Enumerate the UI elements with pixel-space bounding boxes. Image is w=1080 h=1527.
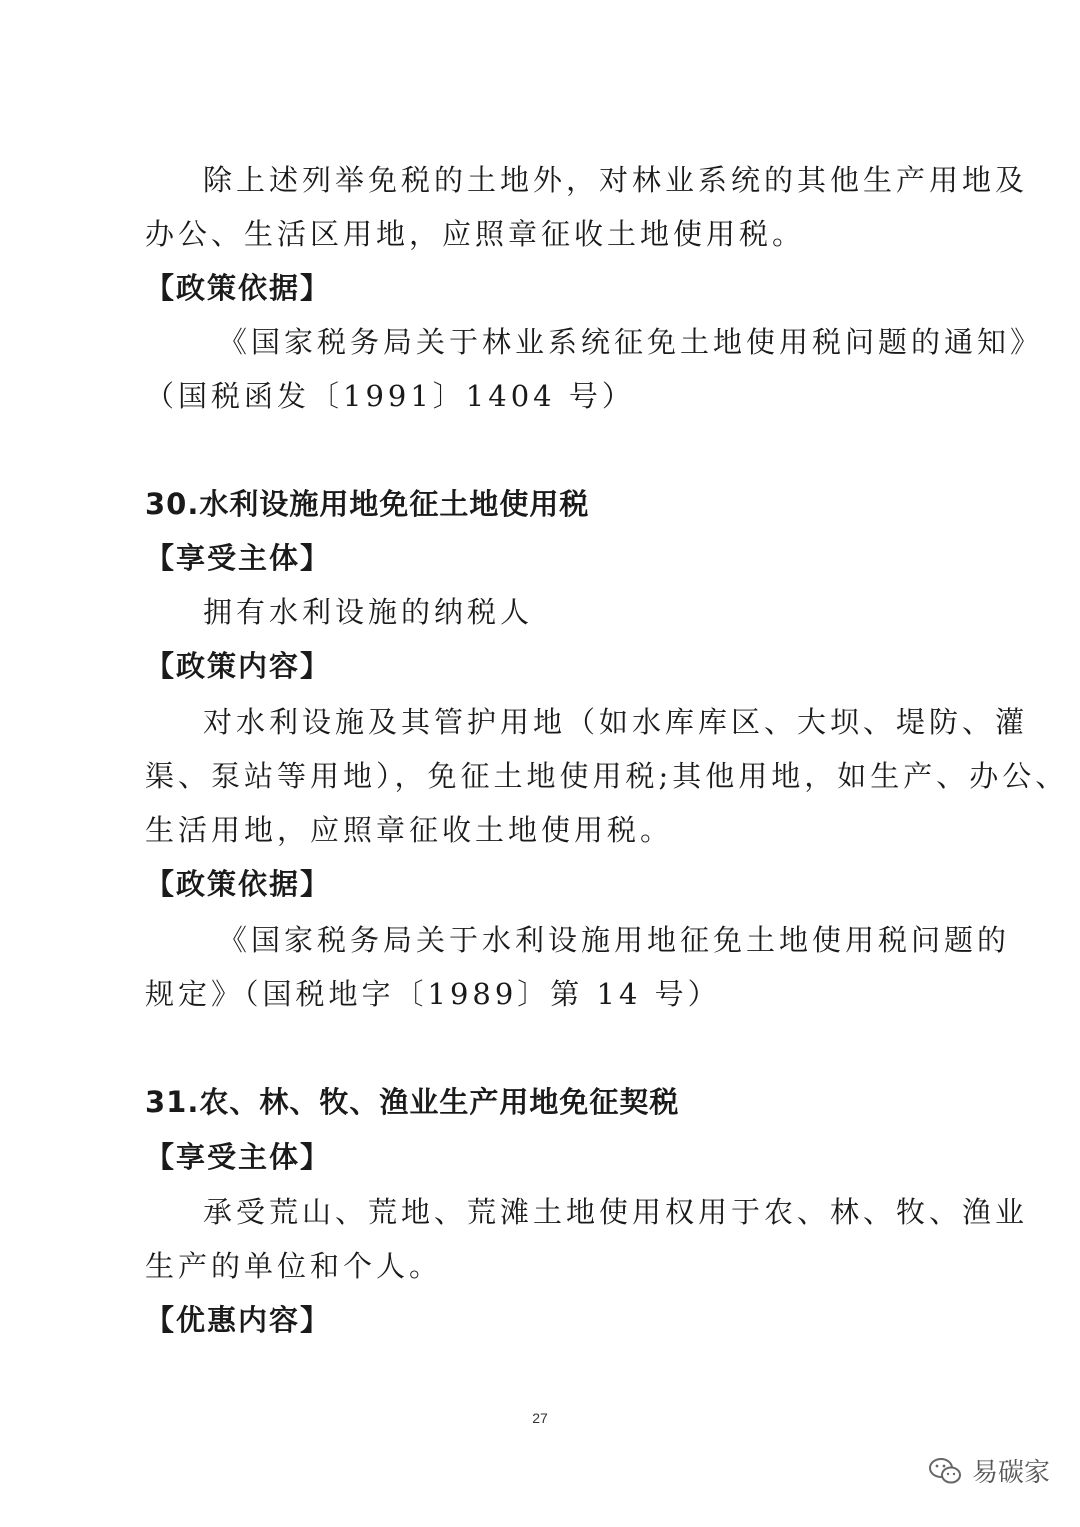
section-label: 【政策内容】 <box>145 649 332 683</box>
watermark-text: 易碳家 <box>971 1458 1050 1488</box>
paragraph-line: （国税函发〔1991〕1404 号） <box>145 379 635 413</box>
section-label: 【享受主体】 <box>145 1140 332 1174</box>
paragraph-line: 渠、泵站等用地），免征土地使用税;其他用地，如生产、办公、 <box>145 759 1069 793</box>
paragraph-line: 生活用地，应照章征收土地使用税。 <box>145 813 674 847</box>
item-heading: 31.农、林、牧、渔业生产用地免征契税 <box>145 1085 680 1119</box>
paragraph-line: 办公、生活区用地，应照章征收土地使用税。 <box>145 217 806 251</box>
section-label: 【政策依据】 <box>145 867 332 901</box>
paragraph-line: 除上述列举免税的土地外，对林业系统的其他生产用地及 <box>203 163 1029 197</box>
section-label: 【享受主体】 <box>145 541 332 575</box>
paragraph-line: 《国家税务局关于水利设施用地征免土地使用税问题的 <box>218 923 1011 957</box>
paragraph-line: 生产的单位和个人。 <box>145 1249 443 1283</box>
section-label: 【优惠内容】 <box>145 1303 332 1337</box>
paragraph-line: 对水利设施及其管护用地（如水库库区、大坝、堤防、灌 <box>203 705 1029 739</box>
paragraph-line: 拥有水利设施的纳税人 <box>203 595 534 629</box>
paragraph-line: 规定》（国税地字〔1989〕第 14 号） <box>145 977 721 1011</box>
paragraph-line: 《国家税务局关于林业系统征免土地使用税问题的通知》 <box>218 325 1044 359</box>
page-number: 27 <box>532 1410 548 1426</box>
section-label: 【政策依据】 <box>145 271 332 305</box>
item-heading: 30.水利设施用地免征土地使用税 <box>145 487 590 521</box>
wechat-icon <box>928 1456 962 1486</box>
watermark <box>928 1452 1050 1489</box>
paragraph-line: 承受荒山、荒地、荒滩土地使用权用于农、林、牧、渔业 <box>203 1195 1029 1229</box>
